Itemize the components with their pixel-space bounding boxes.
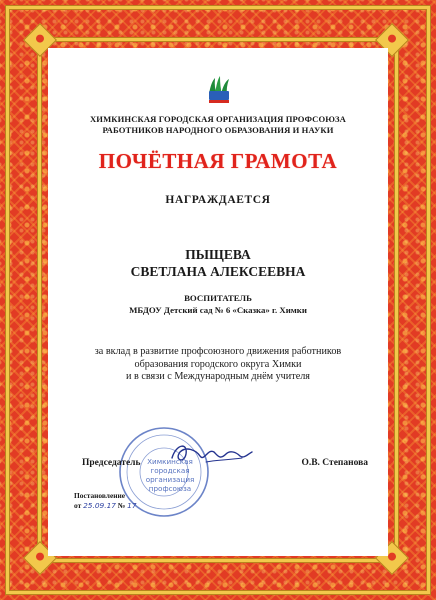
certificate-content bbox=[48, 48, 388, 556]
decree-number: 17 bbox=[127, 501, 137, 510]
certificate-title: ПОЧЁТНАЯ ГРАМОТА bbox=[98, 149, 338, 173]
union-logo-icon bbox=[205, 74, 233, 104]
workplace: МБДОУ Детский сад № 6 «Сказка» г. Химки bbox=[129, 305, 307, 315]
reason-line: и в связи с Международным днём учителя bbox=[126, 371, 310, 382]
decree-label: Постановление bbox=[74, 491, 126, 500]
decree-info bbox=[74, 491, 194, 511]
award-reason bbox=[48, 346, 388, 384]
decree-prefix: от bbox=[74, 501, 82, 510]
organization-name bbox=[48, 114, 388, 136]
signer-name: О.В. Степанова bbox=[301, 458, 368, 468]
decree-line bbox=[74, 501, 194, 511]
reason-line: образования городского округа Химки bbox=[134, 358, 302, 370]
stamp-text: профсоюза bbox=[148, 484, 192, 493]
signer-role: Председатель bbox=[82, 458, 141, 468]
org-line: РАБОТНИКОВ НАРОДНОГО ОБРАЗОВАНИЯ И НАУКИ bbox=[102, 125, 334, 135]
stamp-text: Химкинская bbox=[147, 457, 193, 466]
position-title: ВОСПИТАТЕЛЬ bbox=[184, 293, 252, 303]
decree-number-prefix: № bbox=[117, 501, 126, 510]
signature-row bbox=[68, 458, 368, 472]
recipient-name bbox=[48, 246, 388, 280]
org-line: ХИМКИНСКАЯ ГОРОДСКАЯ ОРГАНИЗАЦИЯ ПРОФСОЮЗА bbox=[90, 114, 346, 124]
stamp-text: городская bbox=[150, 466, 190, 475]
recipient-surname: ПЫЩЕВА bbox=[185, 247, 251, 262]
recipient-position bbox=[48, 292, 388, 316]
reason-line: за вклад в развитие профсоюзного движения работников bbox=[94, 346, 342, 357]
decree-date: 25.09.17 bbox=[83, 501, 117, 510]
awarded-heading: НАГРАЖДАЕТСЯ bbox=[165, 194, 271, 206]
recipient-given-names: СВЕТЛАНА АЛЕКСЕЕВНА bbox=[130, 264, 306, 279]
stamp-text: организация bbox=[145, 475, 195, 484]
